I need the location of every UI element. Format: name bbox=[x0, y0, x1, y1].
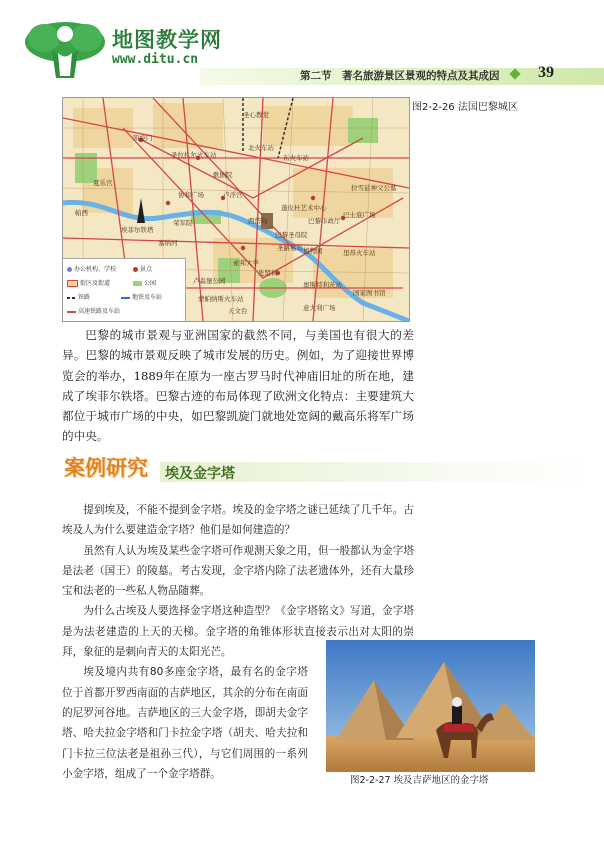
map-label: 圣路易岛 bbox=[277, 244, 303, 252]
map-label: 圣拉扎尔火车站 bbox=[171, 151, 217, 159]
map-label: 意大利广场 bbox=[303, 304, 336, 312]
legend-item: 公园 bbox=[133, 278, 156, 287]
paragraph-text: 巴黎的城市景观与亚洲国家的截然不同，与美国也有很大的差异。巴黎的城市景观反映了城市发展的历史。例如，为了迎接世界博览会的举办，1889年在原为一座古罗马时代神庙旧址的所在地，建成了埃菲尔铁塔。巴黎古迹的布局体现了欧洲文化特点：主要建筑大都位于城市广场的中央，如巴黎凯旋门就地处宽阔的戴高乐将军广场的中央。 bbox=[62, 328, 414, 444]
page-number: 39 bbox=[538, 64, 554, 81]
map-label: 植物园 bbox=[303, 247, 323, 255]
pyramids-photo bbox=[326, 640, 535, 772]
map-label: 拉雪兹神父公墓 bbox=[351, 184, 397, 192]
map-label: 卢浮宫 bbox=[223, 191, 243, 199]
map-label: 夏乐宫 bbox=[93, 179, 113, 187]
site-logo-title: 地图教学网 bbox=[112, 28, 222, 52]
map-legend bbox=[63, 258, 186, 322]
photo-caption: 图2-2-27 埃及吉萨地区的金字塔 bbox=[350, 775, 489, 786]
map-label: 埃菲尔铁塔 bbox=[121, 226, 154, 234]
legend-item: 高速铁路及车站 bbox=[67, 306, 120, 315]
map-label: 卢森堡公园 bbox=[193, 277, 226, 285]
section-title: 第二节 著名旅游景区景观的特点及其成因 bbox=[300, 70, 500, 82]
map-label: 国家图书馆 bbox=[353, 289, 386, 297]
map-label: 歌剧院 bbox=[213, 171, 233, 179]
legend-item: 铁路 bbox=[67, 292, 90, 301]
map-label: 帕西 bbox=[75, 209, 88, 217]
legend-item: 街区及街道 bbox=[67, 278, 110, 287]
body-paragraph bbox=[62, 325, 414, 447]
site-logo-url: www.ditu.cn bbox=[112, 52, 199, 67]
case-study-title: 案例研究 bbox=[64, 456, 148, 480]
map-label: 索邦大学 bbox=[233, 259, 259, 267]
map-label: 蓬皮杜艺术中心 bbox=[281, 204, 327, 212]
paris-map bbox=[62, 97, 410, 322]
map-label: 蒙帕纳斯火车站 bbox=[198, 295, 244, 303]
legend-item: 景点 bbox=[133, 264, 152, 273]
legend-item: 办公机构、学校 bbox=[67, 264, 116, 273]
map-label: 先贤祠 bbox=[258, 269, 278, 277]
map-caption: 图2-2-26 法国巴黎城区 bbox=[412, 102, 518, 113]
map-label: 凯旋门 bbox=[133, 134, 153, 142]
map-label: 奥斯特利茨站 bbox=[303, 281, 342, 289]
map-label: 东火车站 bbox=[283, 154, 309, 162]
site-logo-icon bbox=[22, 20, 108, 82]
case-study-subtitle: 埃及金字塔 bbox=[165, 466, 235, 482]
case-paragraph: 埃及境内共有80多座金字塔，最有名的金字塔位于首都开罗西南面的吉萨地区，其余的分布在南面的尼罗河谷地。吉萨地区的三大金字塔，即胡夫金字塔、哈夫拉金字塔和门卡拉金字塔（胡夫、哈夫拉和门卡拉三位法老是祖孙三代），与它们周围的一系列小金字塔，组成了一个金字塔群。 bbox=[62, 666, 308, 780]
case-paragraph: 提到埃及，不能不提到金字塔。埃及的金字塔之谜已延续了几千年。古埃及人为什么要建造金字塔？他们是如何建造的？ bbox=[62, 504, 414, 537]
map-label: 西岱岛 bbox=[248, 217, 268, 225]
map-label: 荣军院 bbox=[173, 219, 193, 227]
map-label: 里昂火车站 bbox=[343, 249, 376, 257]
legend-item: 地铁及车站 bbox=[121, 292, 162, 301]
case-paragraph: 为什么古埃及人要选择金字塔这种造型？《金字塔铭文》写道，金字塔是为法老建造的上天的天梯。金字塔的角锥体形状直接表示出对太阳的崇拜，象征的是刺向青天的太阳光芒。 bbox=[62, 605, 414, 659]
map-label: 巴士底广场 bbox=[343, 211, 376, 219]
case-paragraph: 虽然有人认为埃及某些金字塔可作观测天象之用，但一般都认为金字塔是法老（国王）的陵墓。考古发现，金字塔内除了法老遗体外，还有大量珍宝和法老的一些私人物品随葬。 bbox=[62, 544, 414, 598]
map-label: 塞纳河 bbox=[158, 239, 178, 247]
map-label: 圣心教堂 bbox=[243, 111, 269, 119]
map-label: 巴黎市政厅 bbox=[308, 217, 341, 225]
map-label: 北火车站 bbox=[248, 144, 274, 152]
map-label: 巴黎圣母院 bbox=[275, 231, 308, 239]
map-label: 天文台 bbox=[228, 307, 248, 315]
map-label: 协和广场 bbox=[178, 191, 204, 199]
